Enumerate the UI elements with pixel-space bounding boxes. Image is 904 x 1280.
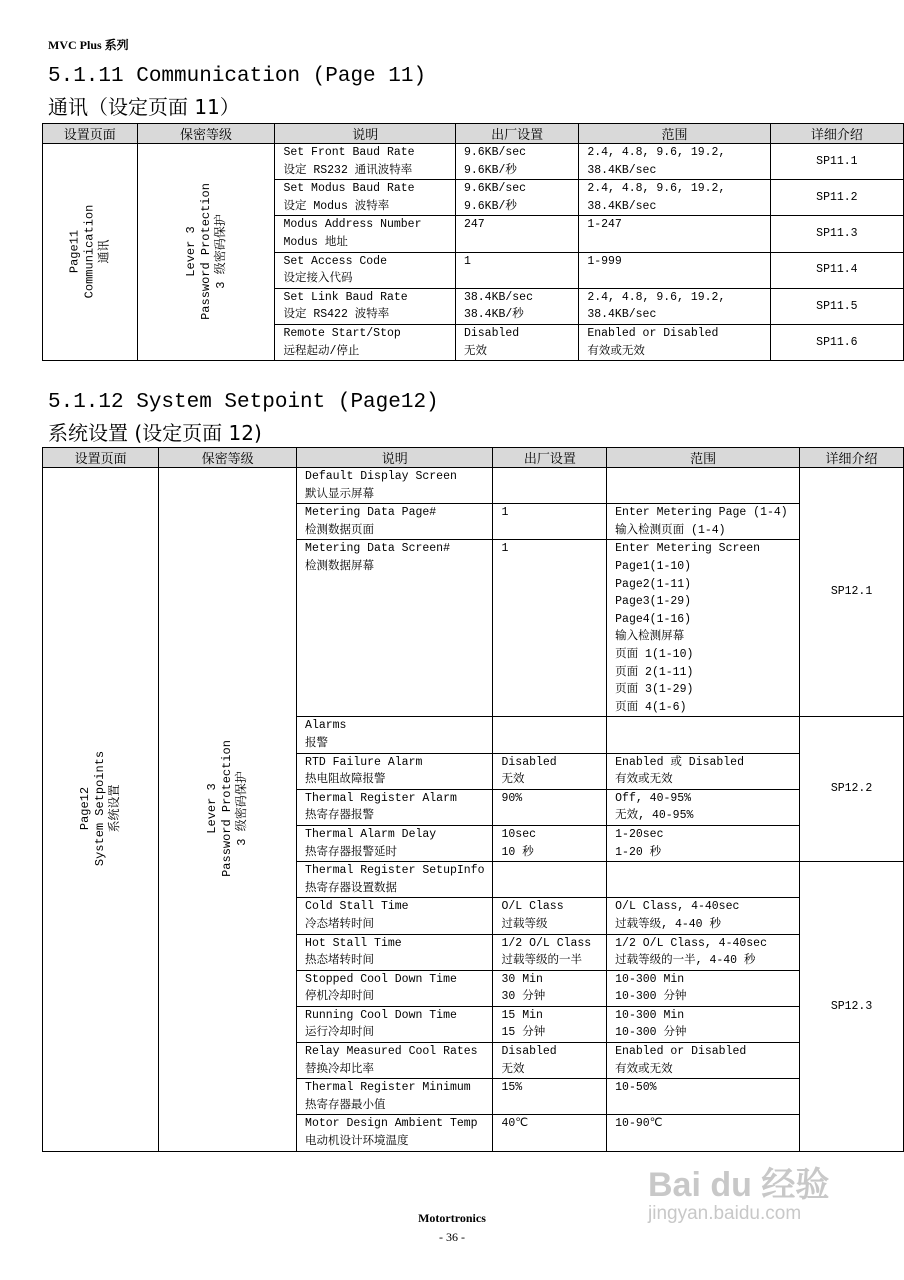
cell-line: 2.4, 4.8, 9.6, 19.2, xyxy=(587,290,726,304)
cell-line: 2.4, 4.8, 9.6, 19.2, xyxy=(587,146,726,159)
table-row xyxy=(43,144,904,180)
detail-reference: SP12.2 xyxy=(800,717,904,862)
cell-line: Modus 地址 xyxy=(283,235,348,249)
range-cell xyxy=(607,789,800,825)
cell-line: 1 xyxy=(463,254,471,268)
range-cell xyxy=(607,540,800,717)
cell-line: 1-20sec xyxy=(615,827,664,841)
security-label xyxy=(159,468,297,1152)
range-cell xyxy=(579,324,770,360)
range-cell xyxy=(607,1043,800,1079)
description-cell xyxy=(297,825,493,861)
factory-setting-cell xyxy=(493,825,607,861)
cell-line: Disabled xyxy=(463,326,520,340)
factory-setting-cell xyxy=(493,468,607,504)
column-header: 出厂设置 xyxy=(493,448,607,468)
description-cell xyxy=(297,1043,493,1079)
cell-line: 有效或无效 xyxy=(615,1062,673,1076)
cell-line: Stopped Cool Down Time xyxy=(305,972,457,986)
cell-line: Relay Measured Cool Rates xyxy=(305,1045,478,1059)
cell-line: 检测数据屏幕 xyxy=(305,559,375,573)
cell-line: 有效或无效 xyxy=(587,344,645,358)
cell-line: 30 分钟 xyxy=(501,990,546,1004)
cell-line: Enter Metering Screen xyxy=(615,542,761,556)
description-cell xyxy=(297,970,493,1006)
label-line: Lever 3 xyxy=(205,783,220,834)
cell-line: 9.6KB/秒 xyxy=(463,199,517,213)
cell-line: 输入检测页面 (1-4) xyxy=(615,523,726,537)
factory-setting-cell xyxy=(493,717,607,753)
factory-setting-cell xyxy=(493,540,607,717)
range-cell xyxy=(607,1006,800,1042)
page-label xyxy=(43,144,138,361)
label-line: 通讯 xyxy=(97,239,112,264)
label-line: Page12 xyxy=(78,786,93,831)
footer-company: Motortronics xyxy=(418,1211,486,1225)
range-cell xyxy=(579,144,770,180)
cell-line: 设定 RS422 波特率 xyxy=(283,308,390,322)
cell-line: 15 分钟 xyxy=(501,1026,546,1040)
description-cell xyxy=(275,180,456,216)
range-cell xyxy=(579,216,770,252)
cell-line: 1 xyxy=(501,542,509,556)
factory-setting-cell xyxy=(493,1115,607,1151)
cell-line: 页面 2(1-11) xyxy=(615,665,694,679)
cell-line: Thermal Register Minimum xyxy=(305,1081,471,1095)
cell-line: Enabled 或 Disabled xyxy=(615,755,744,769)
detail-reference: SP11.2 xyxy=(770,180,903,216)
column-header: 详细介绍 xyxy=(800,448,904,468)
cell-line: 无效 xyxy=(463,344,487,358)
label-line: Lever 3 xyxy=(183,226,198,277)
cell-line: Thermal Register SetupInfo xyxy=(305,864,485,878)
cell-line: 10-300 分钟 xyxy=(615,1026,687,1040)
cell-line: Page3(1-29) xyxy=(615,595,692,609)
cell-line: 40℃ xyxy=(501,1117,529,1131)
description-cell xyxy=(275,144,456,180)
range-cell xyxy=(579,180,770,216)
factory-setting-cell xyxy=(493,1043,607,1079)
cell-line: 页面 4(1-6) xyxy=(615,700,687,714)
cell-line: 30 Min xyxy=(501,972,543,986)
column-header: 范围 xyxy=(607,448,800,468)
column-header: 出厂设置 xyxy=(455,124,578,144)
factory-setting-cell xyxy=(493,862,607,898)
cell-line: 2.4, 4.8, 9.6, 19.2, xyxy=(587,182,726,196)
table-row xyxy=(43,468,904,504)
cell-line: 运行冷却时间 xyxy=(305,1026,375,1040)
range-cell xyxy=(607,1115,800,1151)
cell-line: Page1(1-10) xyxy=(615,559,692,573)
cell-line: 远程起动/停止 xyxy=(283,344,360,358)
detail-reference: SP11.5 xyxy=(770,288,903,324)
label-line: Communication xyxy=(82,204,97,299)
cell-line: Metering Data Page# xyxy=(305,506,437,520)
detail-reference: SP11.6 xyxy=(770,324,903,360)
cell-line: 无效 xyxy=(501,773,525,787)
cell-line: 过载等级, 4-40 秒 xyxy=(615,917,721,931)
page-label-text xyxy=(67,204,112,298)
document-header: MVC Plus 系列 xyxy=(48,38,129,52)
cell-line: Set Access Code xyxy=(283,254,387,268)
cell-line: Running Cool Down Time xyxy=(305,1008,457,1022)
cell-line: 10-300 Min xyxy=(615,1008,685,1022)
label-line: 3 级密码保护 xyxy=(213,214,228,289)
cell-line: Metering Data Screen# xyxy=(305,542,450,556)
cell-line: 设定 RS232 通讯波特率 xyxy=(283,163,413,177)
cell-line: Hot Stall Time xyxy=(305,936,402,950)
cell-line: 过载等级 xyxy=(501,917,548,931)
description-cell xyxy=(297,934,493,970)
column-header: 说明 xyxy=(297,448,493,468)
column-header: 说明 xyxy=(275,124,456,144)
cell-line: 1-20 秒 xyxy=(615,845,662,859)
communication-table xyxy=(42,123,904,361)
cell-line: Thermal Alarm Delay xyxy=(305,827,437,841)
column-header: 保密等级 xyxy=(137,124,275,144)
security-label-text xyxy=(184,183,229,320)
cell-line: Page2(1-11) xyxy=(615,577,692,591)
cell-line: O/L Class, 4-40sec xyxy=(615,900,740,914)
cell-line: Disabled xyxy=(501,1045,557,1059)
cell-line: Cold Stall Time xyxy=(305,900,409,914)
factory-setting-cell xyxy=(493,970,607,1006)
column-header: 范围 xyxy=(579,124,770,144)
label-line: Password Protection xyxy=(220,740,235,877)
description-cell xyxy=(275,252,456,288)
cell-line: 设定 Modus 波特率 xyxy=(283,199,390,213)
cell-line: 输入检测屏幕 xyxy=(615,630,685,644)
cell-line: 设定接入代码 xyxy=(283,272,353,286)
cell-line: 38.4KB/sec xyxy=(587,163,657,177)
cell-line: 有效或无效 xyxy=(615,773,673,787)
factory-setting-cell xyxy=(493,934,607,970)
cell-line: 热寄存器报警 xyxy=(305,809,375,823)
factory-setting-cell xyxy=(455,252,578,288)
description-cell xyxy=(297,789,493,825)
cell-line: 15 Min xyxy=(501,1008,543,1022)
cell-line: 电动机设计环境温度 xyxy=(305,1135,409,1149)
cell-line: Enabled or Disabled xyxy=(587,326,719,340)
cell-line: 过载等级的一半 xyxy=(501,954,582,968)
cell-line: 过载等级的一半, 4-40 秒 xyxy=(615,954,756,968)
label-line: Password Protection xyxy=(198,182,213,320)
description-cell xyxy=(297,1115,493,1151)
cell-line: Thermal Register Alarm xyxy=(305,791,457,805)
cell-line: O/L Class xyxy=(501,900,564,914)
description-cell xyxy=(297,540,493,717)
detail-reference: SP11.3 xyxy=(770,216,903,252)
cell-line: 1/2 O/L Class xyxy=(501,936,592,950)
cell-line: 热态堵转时间 xyxy=(305,954,375,968)
detail-reference: SP11.1 xyxy=(770,144,903,180)
cell-line: 38.4KB/sec xyxy=(463,290,533,304)
label-line: 3 级密码保护 xyxy=(235,771,250,846)
footer-page-number: - 36 - xyxy=(439,1230,465,1244)
description-cell xyxy=(297,1079,493,1115)
column-header: 设置页面 xyxy=(43,448,159,468)
description-cell xyxy=(297,753,493,789)
cell-line: 9.6KB/sec xyxy=(463,146,527,159)
cell-line: 38.4KB/sec xyxy=(587,308,657,322)
security-label-text xyxy=(205,740,250,877)
factory-setting-cell xyxy=(493,1079,607,1115)
description-cell xyxy=(275,216,456,252)
cell-line: 无效, 40-95% xyxy=(615,809,694,823)
detail-reference: SP12.3 xyxy=(800,862,904,1152)
cell-line: 热电阻故障报警 xyxy=(305,773,386,787)
range-cell xyxy=(607,1079,800,1115)
section-12-title: 5.1.12 System Setpoint (Page12) xyxy=(48,391,439,414)
detail-reference: SP12.1 xyxy=(800,468,904,717)
cell-line: 1-247 xyxy=(587,218,622,232)
system-setpoint-table xyxy=(42,447,904,1152)
column-header: 保密等级 xyxy=(159,448,297,468)
cell-line: 38.4KB/秒 xyxy=(463,308,524,322)
factory-setting-cell xyxy=(455,180,578,216)
cell-line: 热寄存器最小值 xyxy=(305,1098,386,1112)
cell-line: 90% xyxy=(501,791,523,805)
cell-line: 冷态堵转时间 xyxy=(305,917,375,931)
factory-setting-cell xyxy=(493,753,607,789)
column-header: 详细介绍 xyxy=(770,124,903,144)
cell-line: Alarms xyxy=(305,719,347,733)
range-cell xyxy=(607,934,800,970)
cell-line: Enter Metering Page (1-4) xyxy=(615,506,788,520)
cell-line: 页面 3(1-29) xyxy=(615,683,694,697)
security-label xyxy=(137,144,275,361)
cell-line: Set Modus Baud Rate xyxy=(283,182,415,196)
cell-line: 10-300 Min xyxy=(615,972,685,986)
factory-setting-cell xyxy=(493,1006,607,1042)
factory-setting-cell xyxy=(455,324,578,360)
factory-setting-cell xyxy=(493,789,607,825)
watermark-url: jingyan.baidu.com xyxy=(648,1203,802,1224)
cell-line: 检测数据页面 xyxy=(305,523,375,537)
range-cell xyxy=(607,862,800,898)
cell-line: 38.4KB/sec xyxy=(587,199,657,213)
factory-setting-cell xyxy=(455,288,578,324)
factory-setting-cell xyxy=(455,144,578,180)
factory-setting-cell xyxy=(493,898,607,934)
baidu-watermark xyxy=(648,1168,829,1226)
cell-line: 9.6KB/秒 xyxy=(463,163,517,177)
cell-line: 1 xyxy=(501,506,509,520)
section-11-title: 5.1.11 Communication (Page 11) xyxy=(48,65,427,88)
range-cell xyxy=(607,753,800,789)
description-cell xyxy=(275,324,456,360)
table-header-row xyxy=(43,124,904,144)
cell-line: Off, 40-95% xyxy=(615,791,692,805)
cell-line: Remote Start/Stop xyxy=(283,326,401,340)
range-cell xyxy=(579,252,770,288)
cell-line: 1/2 O/L Class, 4-40sec xyxy=(615,936,767,950)
cell-line: Disabled xyxy=(501,755,557,769)
cell-line: 10sec xyxy=(501,827,536,841)
cell-line: 热寄存器设置数据 xyxy=(305,881,398,895)
page-label xyxy=(43,468,159,1152)
cell-line: 10-50% xyxy=(615,1081,657,1095)
description-cell xyxy=(297,468,493,504)
cell-line: Set Front Baud Rate xyxy=(283,146,415,159)
detail-reference: SP11.4 xyxy=(770,252,903,288)
cell-line: 报警 xyxy=(305,736,329,750)
cell-line: 247 xyxy=(463,218,485,232)
description-cell xyxy=(297,862,493,898)
cell-line: RTD Failure Alarm xyxy=(305,755,423,769)
range-cell xyxy=(607,468,800,504)
cell-line: Modus Address Number xyxy=(283,218,422,232)
cell-line: Page4(1-16) xyxy=(615,612,692,626)
cell-line: Set Link Baud Rate xyxy=(283,290,408,304)
label-line: 系统设置 xyxy=(108,784,123,833)
section-11-subtitle: 通讯（设定页面 11） xyxy=(48,95,240,119)
label-line: System Setpoints xyxy=(93,750,108,867)
cell-line: 10 秒 xyxy=(501,845,534,859)
range-cell xyxy=(607,898,800,934)
cell-line: 10-90℃ xyxy=(615,1117,663,1131)
cell-line: Enabled or Disabled xyxy=(615,1045,747,1059)
cell-line: Motor Design Ambient Temp xyxy=(305,1117,478,1131)
cell-line: 无效 xyxy=(501,1062,525,1076)
cell-line: Default Display Screen xyxy=(305,470,457,483)
cell-line: 9.6KB/sec xyxy=(463,182,527,196)
range-cell xyxy=(607,504,800,540)
description-cell xyxy=(297,504,493,540)
watermark-brand: Bai du 经验 xyxy=(648,1166,830,1204)
description-cell xyxy=(297,898,493,934)
label-line: Page11 xyxy=(67,229,82,273)
range-cell xyxy=(607,825,800,861)
cell-line: 15% xyxy=(501,1081,523,1095)
cell-line: 热寄存器报警延时 xyxy=(305,845,398,859)
description-cell xyxy=(297,717,493,753)
description-cell xyxy=(297,1006,493,1042)
cell-line: 10-300 分钟 xyxy=(615,990,687,1004)
page-label-text xyxy=(78,751,123,866)
cell-line: 停机冷却时间 xyxy=(305,990,375,1004)
cell-line: 默认显示屏幕 xyxy=(305,487,375,501)
range-cell xyxy=(579,288,770,324)
cell-line: 页面 1(1-10) xyxy=(615,647,694,661)
cell-line: 替换冷却比率 xyxy=(305,1062,375,1076)
cell-line: 1-999 xyxy=(587,254,622,268)
range-cell xyxy=(607,717,800,753)
description-cell xyxy=(275,288,456,324)
column-header: 设置页面 xyxy=(43,124,138,144)
table-header-row xyxy=(43,448,904,468)
range-cell xyxy=(607,970,800,1006)
section-12-subtitle: 系统设置 (设定页面 12) xyxy=(48,421,262,445)
factory-setting-cell xyxy=(493,504,607,540)
factory-setting-cell xyxy=(455,216,578,252)
